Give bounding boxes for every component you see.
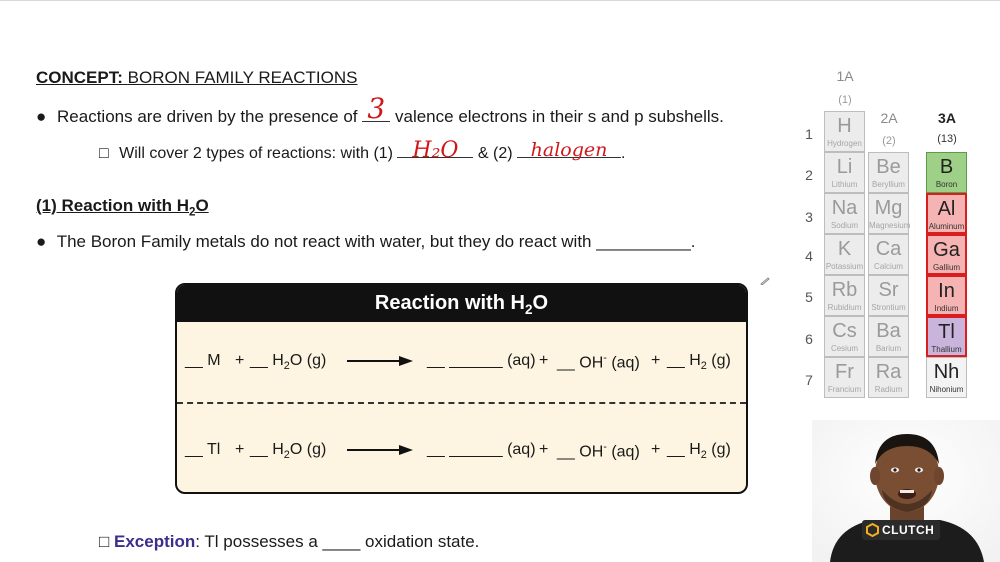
element-rb: Rb Rubidium xyxy=(824,275,865,316)
period-label: 3 xyxy=(805,209,813,225)
section-heading-pre: (1) Reaction with H xyxy=(36,196,190,215)
checkbox-square: □ xyxy=(99,145,109,162)
exception-text: : Tl possesses a ____ oxidation state. xyxy=(195,532,480,551)
reaction-title-sub: 2 xyxy=(524,302,533,317)
handwritten-h2o: H₂O xyxy=(412,138,459,163)
period-label: 6 xyxy=(805,331,813,347)
presenter-video xyxy=(812,420,1000,562)
section-heading-sub: 2 xyxy=(189,206,196,219)
section-heading-water xyxy=(36,196,209,218)
period-label: 5 xyxy=(805,289,813,305)
product-hydroxide: __ OH- (aq) xyxy=(557,352,640,372)
reaction-title-post: O xyxy=(532,292,549,314)
concept-title: BORON FAMILY REACTIONS xyxy=(127,68,358,87)
group-1a-number: (1) xyxy=(838,94,852,106)
reactant-thallium: __ Tl xyxy=(185,441,221,458)
product-hydrogen: __ $H_2$ (g) xyxy=(667,352,731,373)
reactant-water: __ $H_2O$ (g) xyxy=(250,441,327,462)
bullet-dot: ● xyxy=(36,232,47,251)
plus-sign: + xyxy=(235,441,245,458)
reaction-types-end: . xyxy=(621,145,626,162)
reaction-arrow-icon xyxy=(347,444,413,456)
element-cs: Cs Cesium xyxy=(824,316,865,357)
clutch-hexagon-icon xyxy=(866,523,879,537)
element-mg: Mg Magnesium xyxy=(868,193,909,234)
product-hydrogen: __ $H_2$ (g) xyxy=(667,441,731,462)
group-2a-label: 2A xyxy=(880,110,898,126)
reaction-arrow-icon xyxy=(347,355,413,367)
element-ca: Ca Calcium xyxy=(868,234,909,275)
plus-sign: + xyxy=(651,441,661,458)
exception-label: Exception xyxy=(114,532,196,551)
plus-sign: + xyxy=(235,352,245,369)
valence-blank xyxy=(362,92,390,125)
water-reaction-text: The Boron Family metals do not react with water, but they do react with __________. xyxy=(56,232,696,251)
group-1a-label: 1A xyxy=(836,68,854,84)
reactant-water: __ $H_2O$ (g) xyxy=(250,352,327,373)
reaction-types-pre: Will cover 2 types of reactions: with (1) xyxy=(119,145,393,162)
section-heading-post: O xyxy=(195,196,209,215)
handwritten-halogen: halogen xyxy=(530,139,608,161)
plus-sign: + xyxy=(539,352,549,369)
reaction-blank-2 xyxy=(517,139,621,161)
exception-note xyxy=(99,532,479,552)
element-al: Al Aluminum xyxy=(926,193,967,234)
plus-sign: + xyxy=(539,441,549,458)
period-label: 7 xyxy=(805,372,813,388)
element-ra: Ra Radium xyxy=(868,357,909,398)
element-ga: Ga Gallium xyxy=(926,234,967,275)
reaction-box-title xyxy=(177,285,746,322)
period-label: 2 xyxy=(805,167,813,183)
element-h: H Hydrogen xyxy=(824,111,865,152)
page-title xyxy=(36,68,358,88)
handwritten-three: 3 xyxy=(367,92,386,125)
element-sr: Sr Strontium xyxy=(868,275,909,316)
element-in: In Indium xyxy=(926,275,967,316)
reaction-blank-1 xyxy=(397,138,473,163)
group-2a-number: (2) xyxy=(882,135,896,147)
element-li: Li Lithium xyxy=(824,152,865,193)
bullet-valence xyxy=(36,92,724,127)
group-3a-label: 3A xyxy=(938,110,956,126)
element-k: K Potassium xyxy=(824,234,865,275)
element-ba: Ba Barium xyxy=(868,316,909,357)
reaction-divider xyxy=(177,402,746,404)
reaction-types-mid: & (2) xyxy=(477,145,513,162)
bullet-valence-pre: Reactions are driven by the presence of xyxy=(57,107,358,126)
bullet-dot: ● xyxy=(36,107,47,126)
group-3a-number: (13) xyxy=(937,133,957,145)
plus-sign: + xyxy=(651,352,661,369)
reaction-title-pre: Reaction with H xyxy=(374,292,525,314)
period-label: 4 xyxy=(805,248,813,264)
product-hydroxide: __ OH- (aq) xyxy=(557,441,640,461)
pencil-cursor-icon xyxy=(760,277,770,285)
bullet-valence-post: valence electrons in their s and p subshells. xyxy=(395,107,724,126)
element-fr: Fr Francium xyxy=(824,357,865,398)
reactant-metal: __ M xyxy=(185,352,221,369)
clutch-logo-text: CLUTCH xyxy=(882,523,935,537)
element-na: Na Sodium xyxy=(824,193,865,234)
clutch-logo xyxy=(862,520,940,540)
element-be: Be Beryllium xyxy=(868,152,909,193)
product-hydroxide-salt: __ ______ (aq) xyxy=(427,352,536,369)
top-divider xyxy=(0,0,1000,1)
checkbox-square: □ xyxy=(99,532,110,551)
element-nh: Nh Nihonium xyxy=(926,357,967,398)
concept-prefix: CONCEPT: xyxy=(36,68,123,87)
element-b: B Boron xyxy=(926,152,967,193)
bullet-reaction-types xyxy=(99,140,625,163)
element-tl: Tl Thallium xyxy=(926,316,967,357)
period-label: 1 xyxy=(805,126,813,142)
bullet-water-reaction xyxy=(36,232,696,252)
product-hydroxide-salt: __ ______ (aq) xyxy=(427,441,536,458)
reaction-box xyxy=(175,283,748,494)
